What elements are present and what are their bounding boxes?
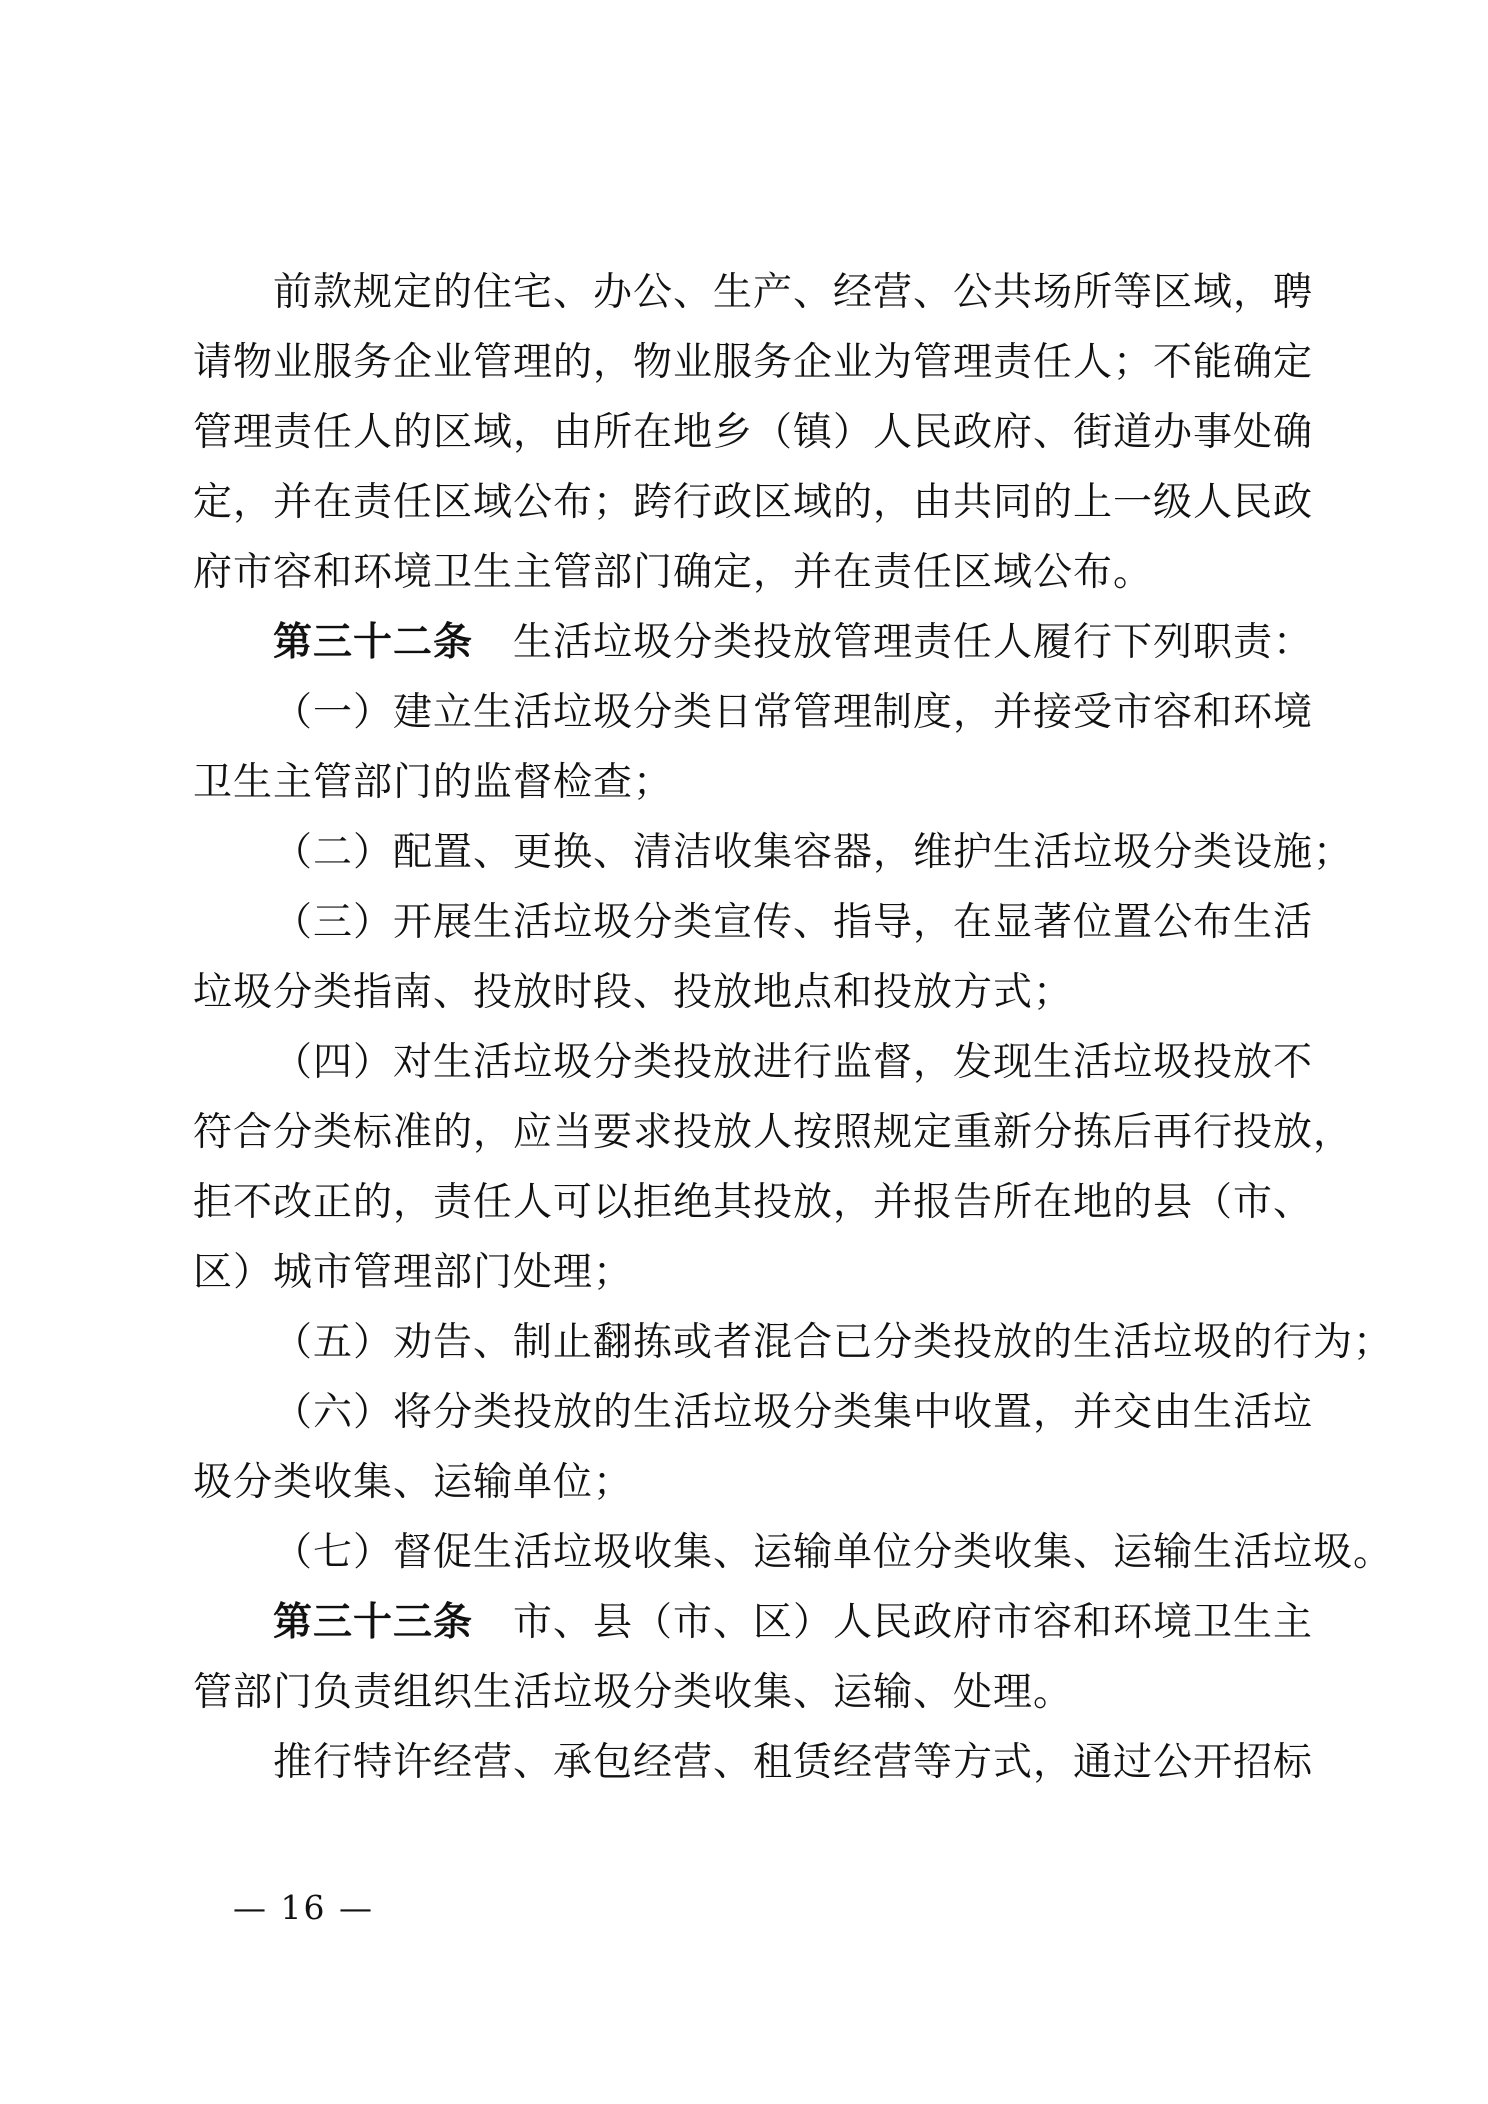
- paragraph-line: 垃圾分类指南、投放时段、投放地点和投放方式；: [193, 970, 1074, 1015]
- page-number: — 16 —: [233, 1888, 374, 1927]
- article-text: 生活垃圾分类投放管理责任人履行下列职责：: [513, 620, 1314, 665]
- article-32-line: [193, 608, 1314, 678]
- paragraph-line: 定，并在责任区域公布；跨行政区域的，由共同的上一级人民政: [193, 480, 1314, 525]
- article-33-line: [193, 1588, 1314, 1658]
- list-item-line: （五）劝告、制止翻拣或者混合已分类投放的生活垃圾的行为；: [273, 1320, 1394, 1365]
- paragraph-line: 府市容和环境卫生主管部门确定，并在责任区域公布。: [193, 550, 1154, 595]
- list-item-line: （七）督促生活垃圾收集、运输单位分类收集、运输生活垃圾。: [273, 1530, 1394, 1575]
- article-heading: 第三十三条: [273, 1600, 474, 1645]
- paragraph-line: 圾分类收集、运输单位；: [193, 1460, 634, 1505]
- paragraph-line: 前款规定的住宅、办公、生产、经营、公共场所等区域，聘: [273, 270, 1314, 315]
- article-heading: 第三十二条: [273, 620, 474, 665]
- paragraph-line: 推行特许经营、承包经营、租赁经营等方式，通过公开招标: [273, 1740, 1314, 1785]
- body-text: [193, 258, 1394, 1798]
- list-item-line: （一）建立生活垃圾分类日常管理制度，并接受市容和环境: [273, 690, 1314, 735]
- paragraph-line: 管部门负责组织生活垃圾分类收集、运输、处理。: [193, 1670, 1074, 1715]
- list-item-line: （三）开展生活垃圾分类宣传、指导，在显著位置公布生活: [273, 900, 1314, 945]
- list-item-line: （四）对生活垃圾分类投放进行监督，发现生活垃圾投放不: [273, 1040, 1314, 1085]
- article-text: 市、县（市、区）人民政府市容和环境卫生主: [513, 1600, 1314, 1645]
- paragraph-line: 符合分类标准的，应当要求投放人按照规定重新分拣后再行投放，: [193, 1110, 1354, 1155]
- list-item-line: （六）将分类投放的生活垃圾分类集中收置，并交由生活垃: [273, 1390, 1314, 1435]
- paragraph-line: 管理责任人的区域，由所在地乡（镇）人民政府、街道办事处确: [193, 410, 1314, 455]
- paragraph-line: 卫生主管部门的监督检查；: [193, 760, 674, 805]
- paragraph-line: 区）城市管理部门处理；: [193, 1250, 634, 1295]
- paragraph-line: 拒不改正的，责任人可以拒绝其投放，并报告所在地的县（市、: [193, 1180, 1314, 1225]
- paragraph-line: 请物业服务企业管理的，物业服务企业为管理责任人；不能确定: [193, 340, 1314, 385]
- list-item-line: （二）配置、更换、清洁收集容器，维护生活垃圾分类设施；: [273, 830, 1354, 875]
